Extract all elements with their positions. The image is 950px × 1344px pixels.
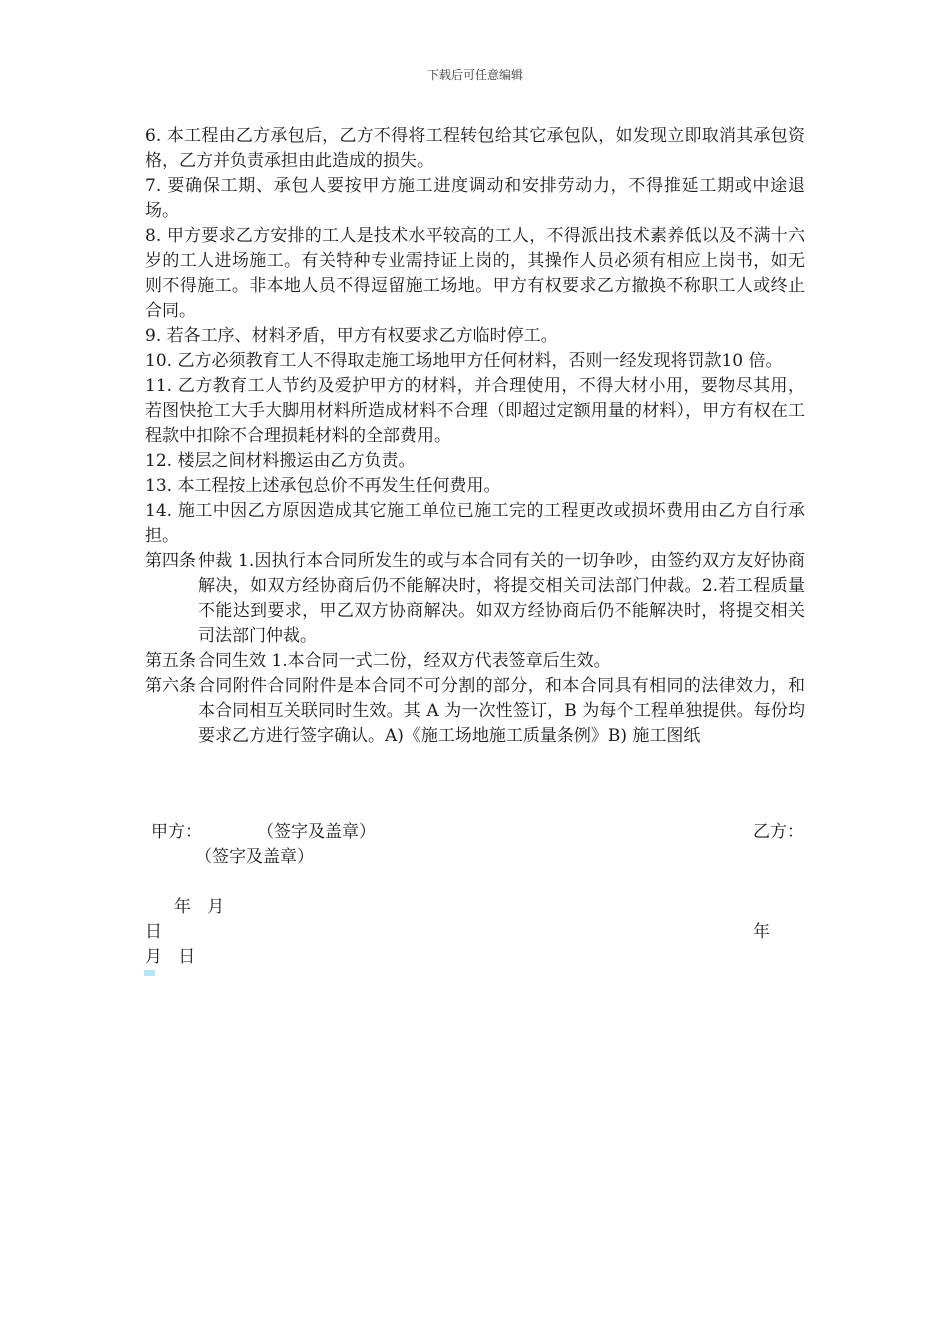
party-a-seal: （签字及盖章） [257,822,376,842]
clause-10: 10. 乙方必须教育工人不得取走施工场地甲方任何材料，否则一经发现将罚款10 倍。 [145,351,783,371]
party-b-date-year: 年 [753,922,770,942]
article-6-text: 合同附件合同附件是本合同不可分割的部分，和本合同具有相同的法律效力，和本合同相互关联同时生效。其 A 为一次性签订，B 为每个工程单独提供。每份均要求乙方进行签字确认。A)《施工场地施工质量条例》B) 施工图纸 [198,676,805,746]
clause-9: 9. 若各工序、材料矛盾，甲方有权要求乙方临时停工。 [145,326,558,346]
article-6 [145,674,805,749]
page-header: 下载后可任意编辑 [426,68,523,82]
party-a-date-year-month: 年 月 [174,897,225,917]
party-a-date-day: 日 [145,922,162,942]
text-cursor-marker [144,970,155,976]
clause-12: 12. 楼层之间材料搬运由乙方负责。 [145,451,416,471]
article-4-label: 第四条 [145,551,196,571]
article-4-text: 仲裁 1.因执行本合同所发生的或与本合同有关的一切争吵，由签约双方友好协商解决，如双方经协商后仍不能解决时，将提交相关司法部门仲裁。2.若工程质量不能达到要求，甲乙双方协商解决。如双方经协商后仍不能解决时，将提交相关司法部门仲裁。 [198,551,805,646]
clause-11: 11. 乙方教育工人节约及爱护甲方的材料，并合理使用，不得大材小用，要物尽其用，若图快抢工大手大脚用材料所造成材料不合理（即超过定额用量的材料），甲方有权在工程款中扣除不合理损耗材料的全部费用。 [145,376,805,446]
party-b-date-month-day: 月 日 [145,947,196,967]
clause-6: 6. 本工程由乙方承包后，乙方不得将工程转包给其它承包队，如发现立即取消其承包资格，乙方并负责承担由此造成的损失。 [145,126,805,171]
clause-13: 13. 本工程按上述承包总价不再发生任何费用。 [145,476,501,496]
party-a-label: 甲方： [151,822,202,842]
signature-block [145,820,805,970]
party-b-label: 乙方： [753,822,804,842]
party-b-seal: （签字及盖章） [195,847,314,867]
article-5-label: 第五条 [145,651,196,671]
clause-7: 7. 要确保工期、承包人要按甲方施工进度调动和安排劳动力，不得推延工期或中途退场。 [145,176,805,221]
contract-body [145,124,805,749]
article-4 [145,549,805,649]
article-5 [145,649,805,674]
article-6-label: 第六条 [145,676,196,696]
article-5-text: 合同生效 1.本合同一式二份，经双方代表签章后生效。 [198,651,611,671]
clause-14: 14. 施工中因乙方原因造成其它施工单位已施工完的工程更改或损坏费用由乙方自行承担。 [145,501,805,546]
clause-8: 8. 甲方要求乙方安排的工人是技术水平较高的工人，不得派出技术素养低以及不满十六岁的工人进场施工。有关特种专业需持证上岗的，其操作人员必须有相应上岗书，如无则不得施工。非本地人员不得逗留施工场地。甲方有权要求乙方撤换不称职工人或终止合同。 [145,226,805,321]
